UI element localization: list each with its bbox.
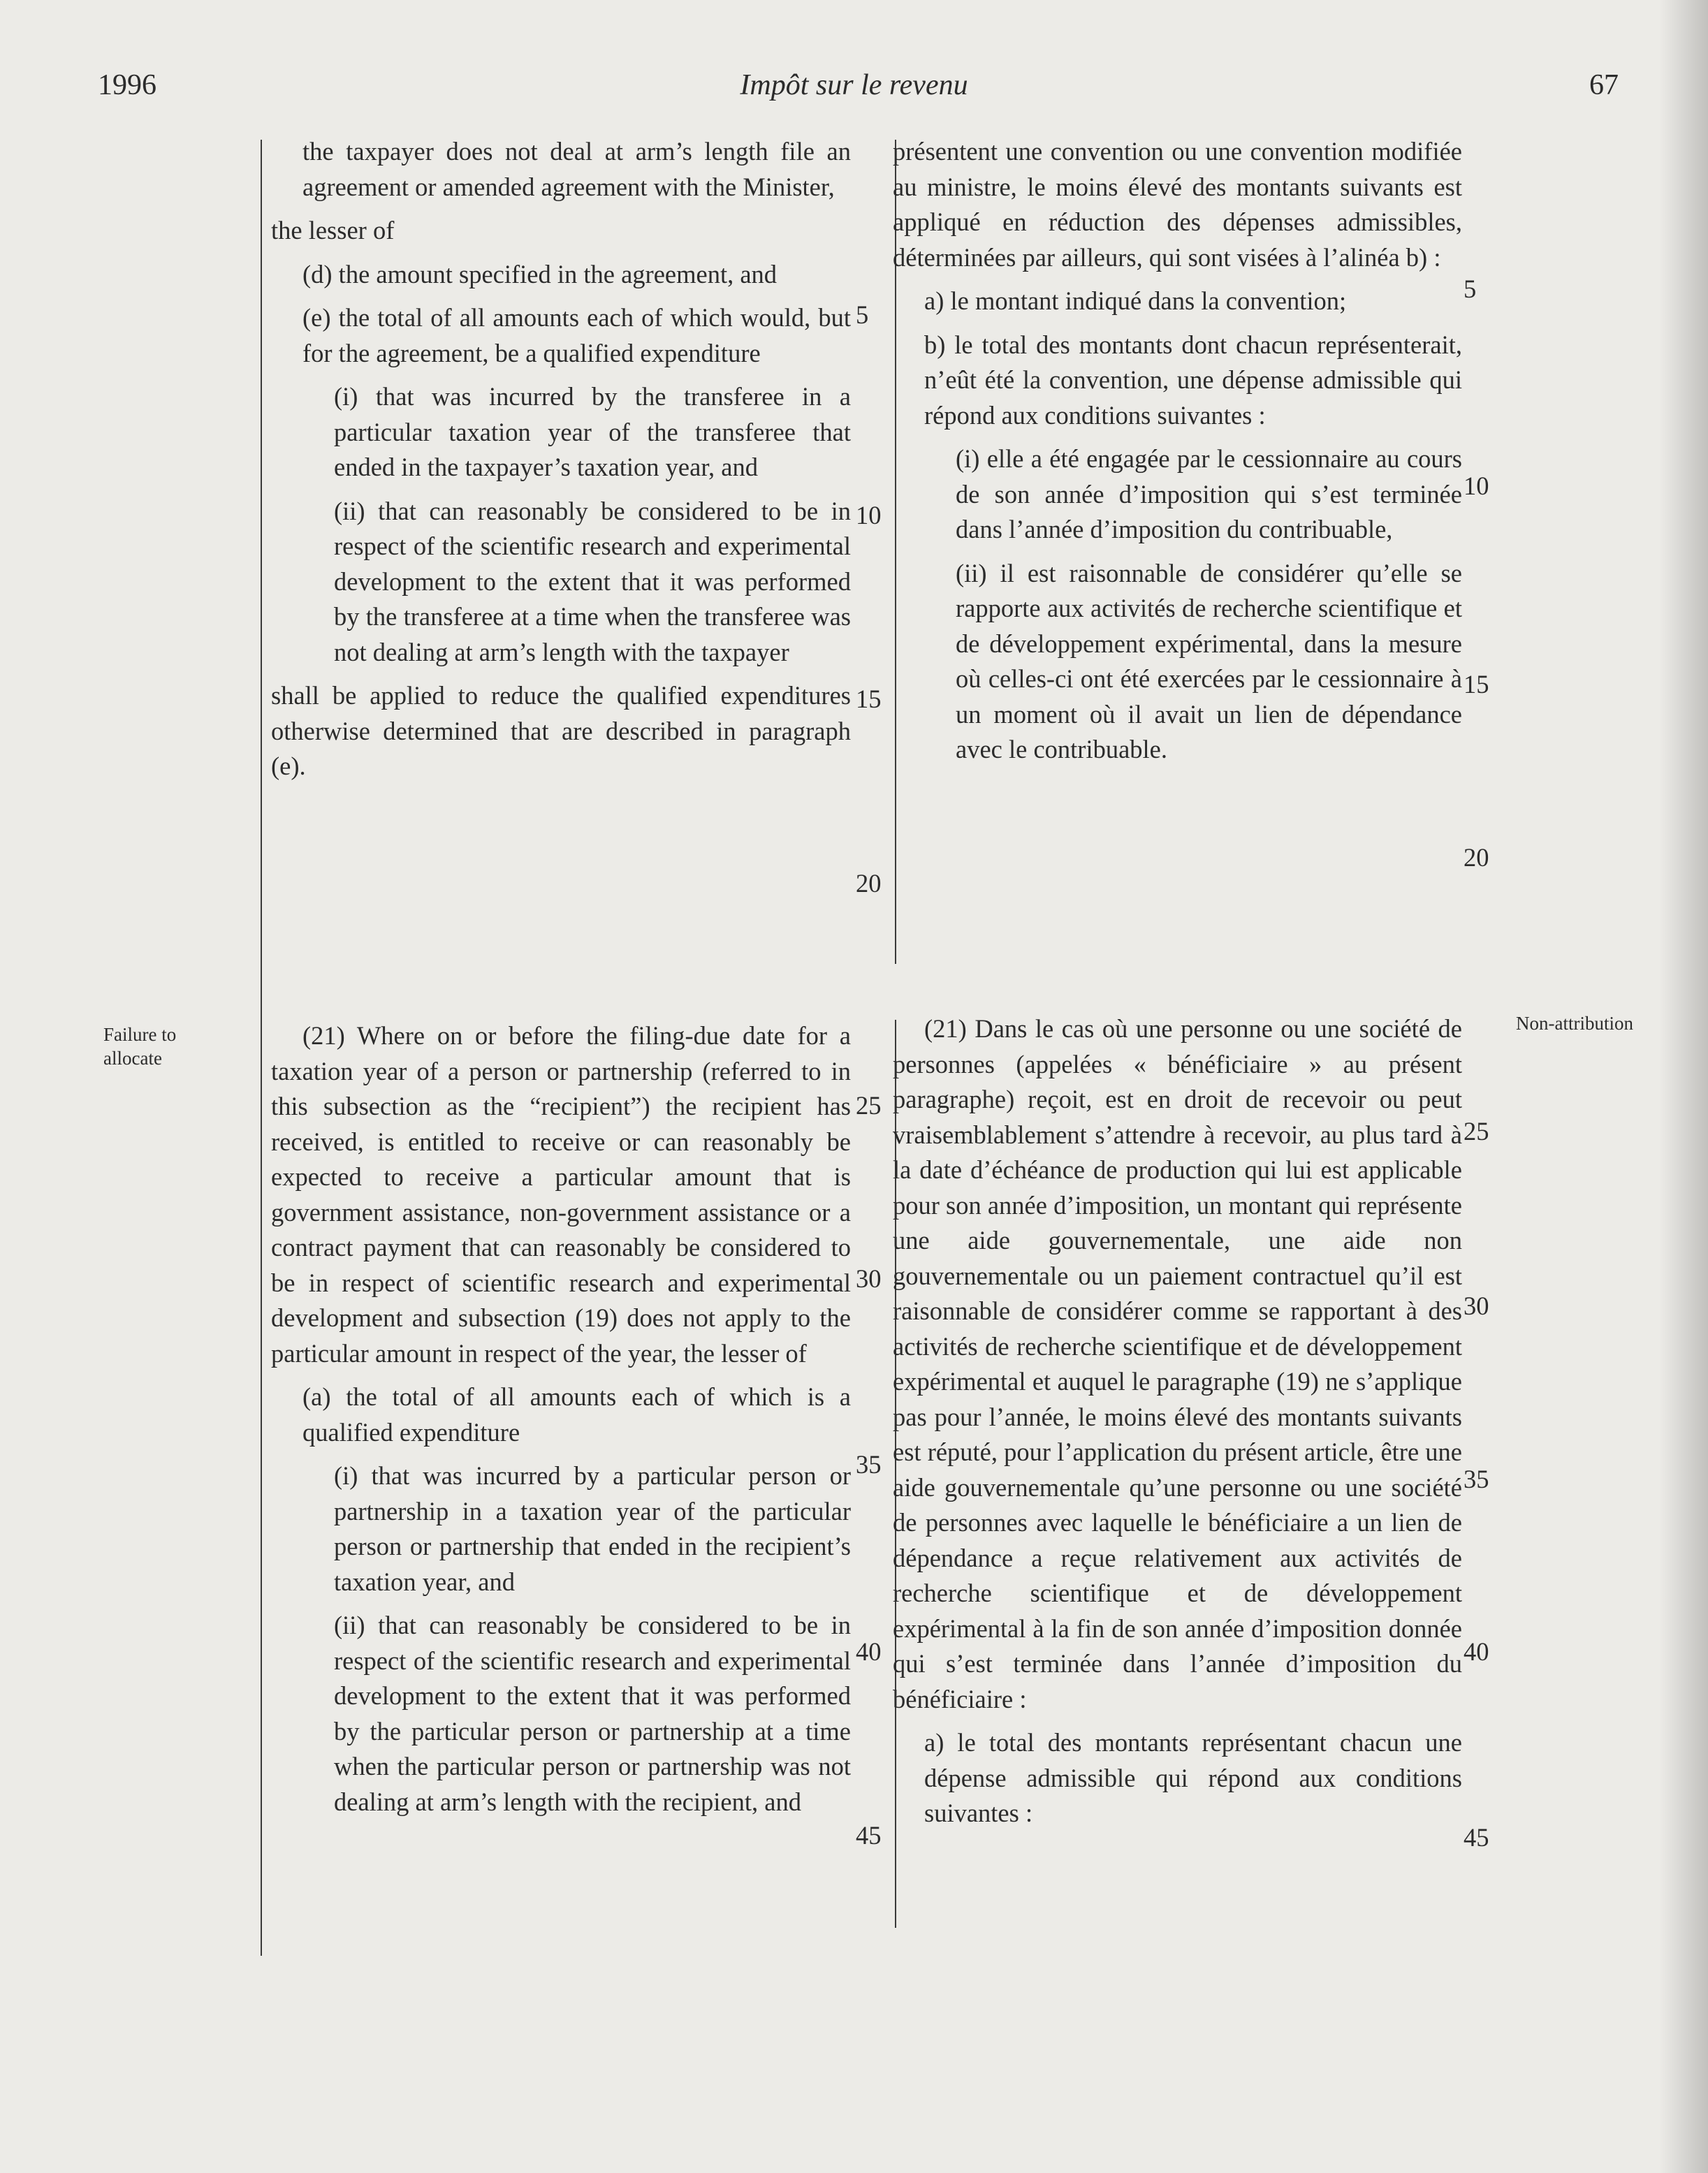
line-number-fr: 25	[1464, 1117, 1489, 1146]
french-paragraph: présentent une convention ou une convention modifiée au ministre, le moins élevé des montants suivants est appliqué en réduction des dépenses admissibles, déterminées par ailleurs, qui sont visées à l’alinéa b) :	[893, 137, 1462, 272]
header-title: Impôt sur le revenu	[740, 69, 968, 101]
french-paragraph: (ii) il est raisonnable de considérer qu’elle se rapporte aux activités de recherche scientifique et de développement expérimental, dans la mesure où celles-ci ont été exercées par le cessionnaire à un moment où il avait un lien de dépendance avec le contribuable.	[956, 558, 1462, 763]
line-number-fr: 10	[1464, 471, 1489, 500]
page-edge-shadow	[1659, 0, 1708, 2173]
french-paragraph: (21) Dans le cas où une personne ou une société de personnes (appelées « bénéficiaire » au présent paragraphe) reçoit, est en droit de recevoir ou peut vraisemblablement s’attendre à recevoir, au plus tard à la date d’échéance de production qui lui est applicable pour son année d’imposition, un montant qui représente une aide gouvernementale, une aide non gouvernementale ou un paiement contractuel qu’il est raisonnable de considérer comme se rapportant à des activités de recherche scientifique et de développement expérimental et auquel le paragraphe (19) ne s’applique pas pour l’année, le moins élevé des montants suivants est réputé, pour l’application du présent article, être une aide gouvernementale qu’une personne ou une société de personnes avec laquelle le bénéficiaire a un lien de dépendance a reçue relativement aux activités de recherche scientifique et de développement expérimental à la fin de son année d’imposition donnée qui s’est terminée dans l’année d’imposition du bénéficiaire :	[893, 1014, 1462, 1713]
line-number-en: 45	[856, 1821, 882, 1850]
french-column-top	[893, 134, 1462, 776]
english-paragraph: (i) that was incurred by the transferee in a particular taxation year of the transferee that ended in the taxpayer’s taxation year, and	[334, 382, 851, 481]
line-number-fr: 30	[1464, 1292, 1489, 1320]
french-paragraph: a) le montant indiqué dans la convention;	[924, 286, 1347, 315]
french-paragraph: (i) elle a été engagée par le cessionnaire au cours de son année d’imposition qui s’est terminée dans l’année d’imposition du contribuable,	[956, 444, 1462, 543]
line-number-fr: 5	[1464, 275, 1477, 303]
english-paragraph: (21) Where on or before the filing-due date for a taxation year of a person or partnership (referred to in this subsection as the “recipient”) the recipient has received, is entitled to receive or can reasonably be expected to receive a particular amount that is government assistance, non-government assistance or a contract payment that can reasonably be considered to be in respect of scientific research and experimental development and subsection (19) does not apply to the particular amount in respect of the year, the lesser of	[271, 1021, 851, 1368]
line-number-fr: 35	[1464, 1465, 1489, 1493]
english-paragraph: (i) that was incurred by a particular person or partnership in a taxation year of the particular person or partnership that ended in the recipient’s taxation year, and	[334, 1461, 851, 1596]
line-number-fr: 45	[1464, 1823, 1489, 1852]
french-paragraph: b) le total des montants dont chacun représenterait, n’eût été la convention, une dépense admissible qui répond aux conditions suivantes :	[924, 330, 1462, 430]
line-number-en: 15	[856, 685, 882, 713]
line-number-en: 20	[856, 869, 882, 898]
line-number-en: 40	[856, 1637, 882, 1666]
english-paragraph: (ii) that can reasonably be considered to be in respect of the scientific research and experimental development to the extent that it was performed by the particular person or partnership at a time when the particular person or partnership was not dealing at arm’s length with the recipient, and	[334, 1611, 851, 1816]
english-column-bottom	[271, 1018, 851, 1828]
english-paragraph: (ii) that can reasonably be considered to be in respect of the scientific research and experimental development to the extent that it was performed by the transferee at a time when the transferee was not dealing at arm’s length with the taxpayer	[334, 496, 851, 666]
line-number-en: 10	[856, 501, 882, 529]
english-paragraph: (d) the amount specified in the agreement, and	[302, 259, 778, 288]
english-paragraph: shall be applied to reduce the qualified expenditures otherwise determined that are described in paragraph (e).	[271, 681, 851, 780]
english-paragraph: (e) the total of all amounts each of which would, but for the agreement, be a qualified expenditure	[302, 303, 851, 367]
header-page-number: 67	[1589, 69, 1619, 101]
line-number-fr: 15	[1464, 670, 1489, 698]
line-number-en: 25	[856, 1091, 882, 1120]
line-number-en: 5	[856, 300, 869, 329]
french-column-bottom	[893, 1011, 1462, 1840]
english-column-top	[271, 134, 851, 793]
margin-note-failure-to-allocate: Failure to allocate	[103, 1024, 177, 1069]
english-paragraph: the lesser of	[271, 216, 395, 244]
margin-note-non-attribution: Non-attribution	[1516, 1013, 1633, 1034]
french-paragraph: a) le total des montants représentant chacun une dépense admissible qui répond aux conditions suivantes :	[924, 1728, 1462, 1827]
english-paragraph: (a) the total of all amounts each of which is a qualified expenditure	[302, 1382, 851, 1447]
english-paragraph: the taxpayer does not deal at arm’s length file an agreement or amended agreement with the Minister,	[302, 137, 851, 201]
header-year: 1996	[98, 69, 156, 101]
line-number-fr: 20	[1464, 843, 1489, 872]
left-column-rule	[261, 140, 262, 1956]
line-number-en: 30	[856, 1264, 882, 1293]
line-number-en: 35	[856, 1450, 882, 1479]
line-number-fr: 40	[1464, 1637, 1489, 1666]
